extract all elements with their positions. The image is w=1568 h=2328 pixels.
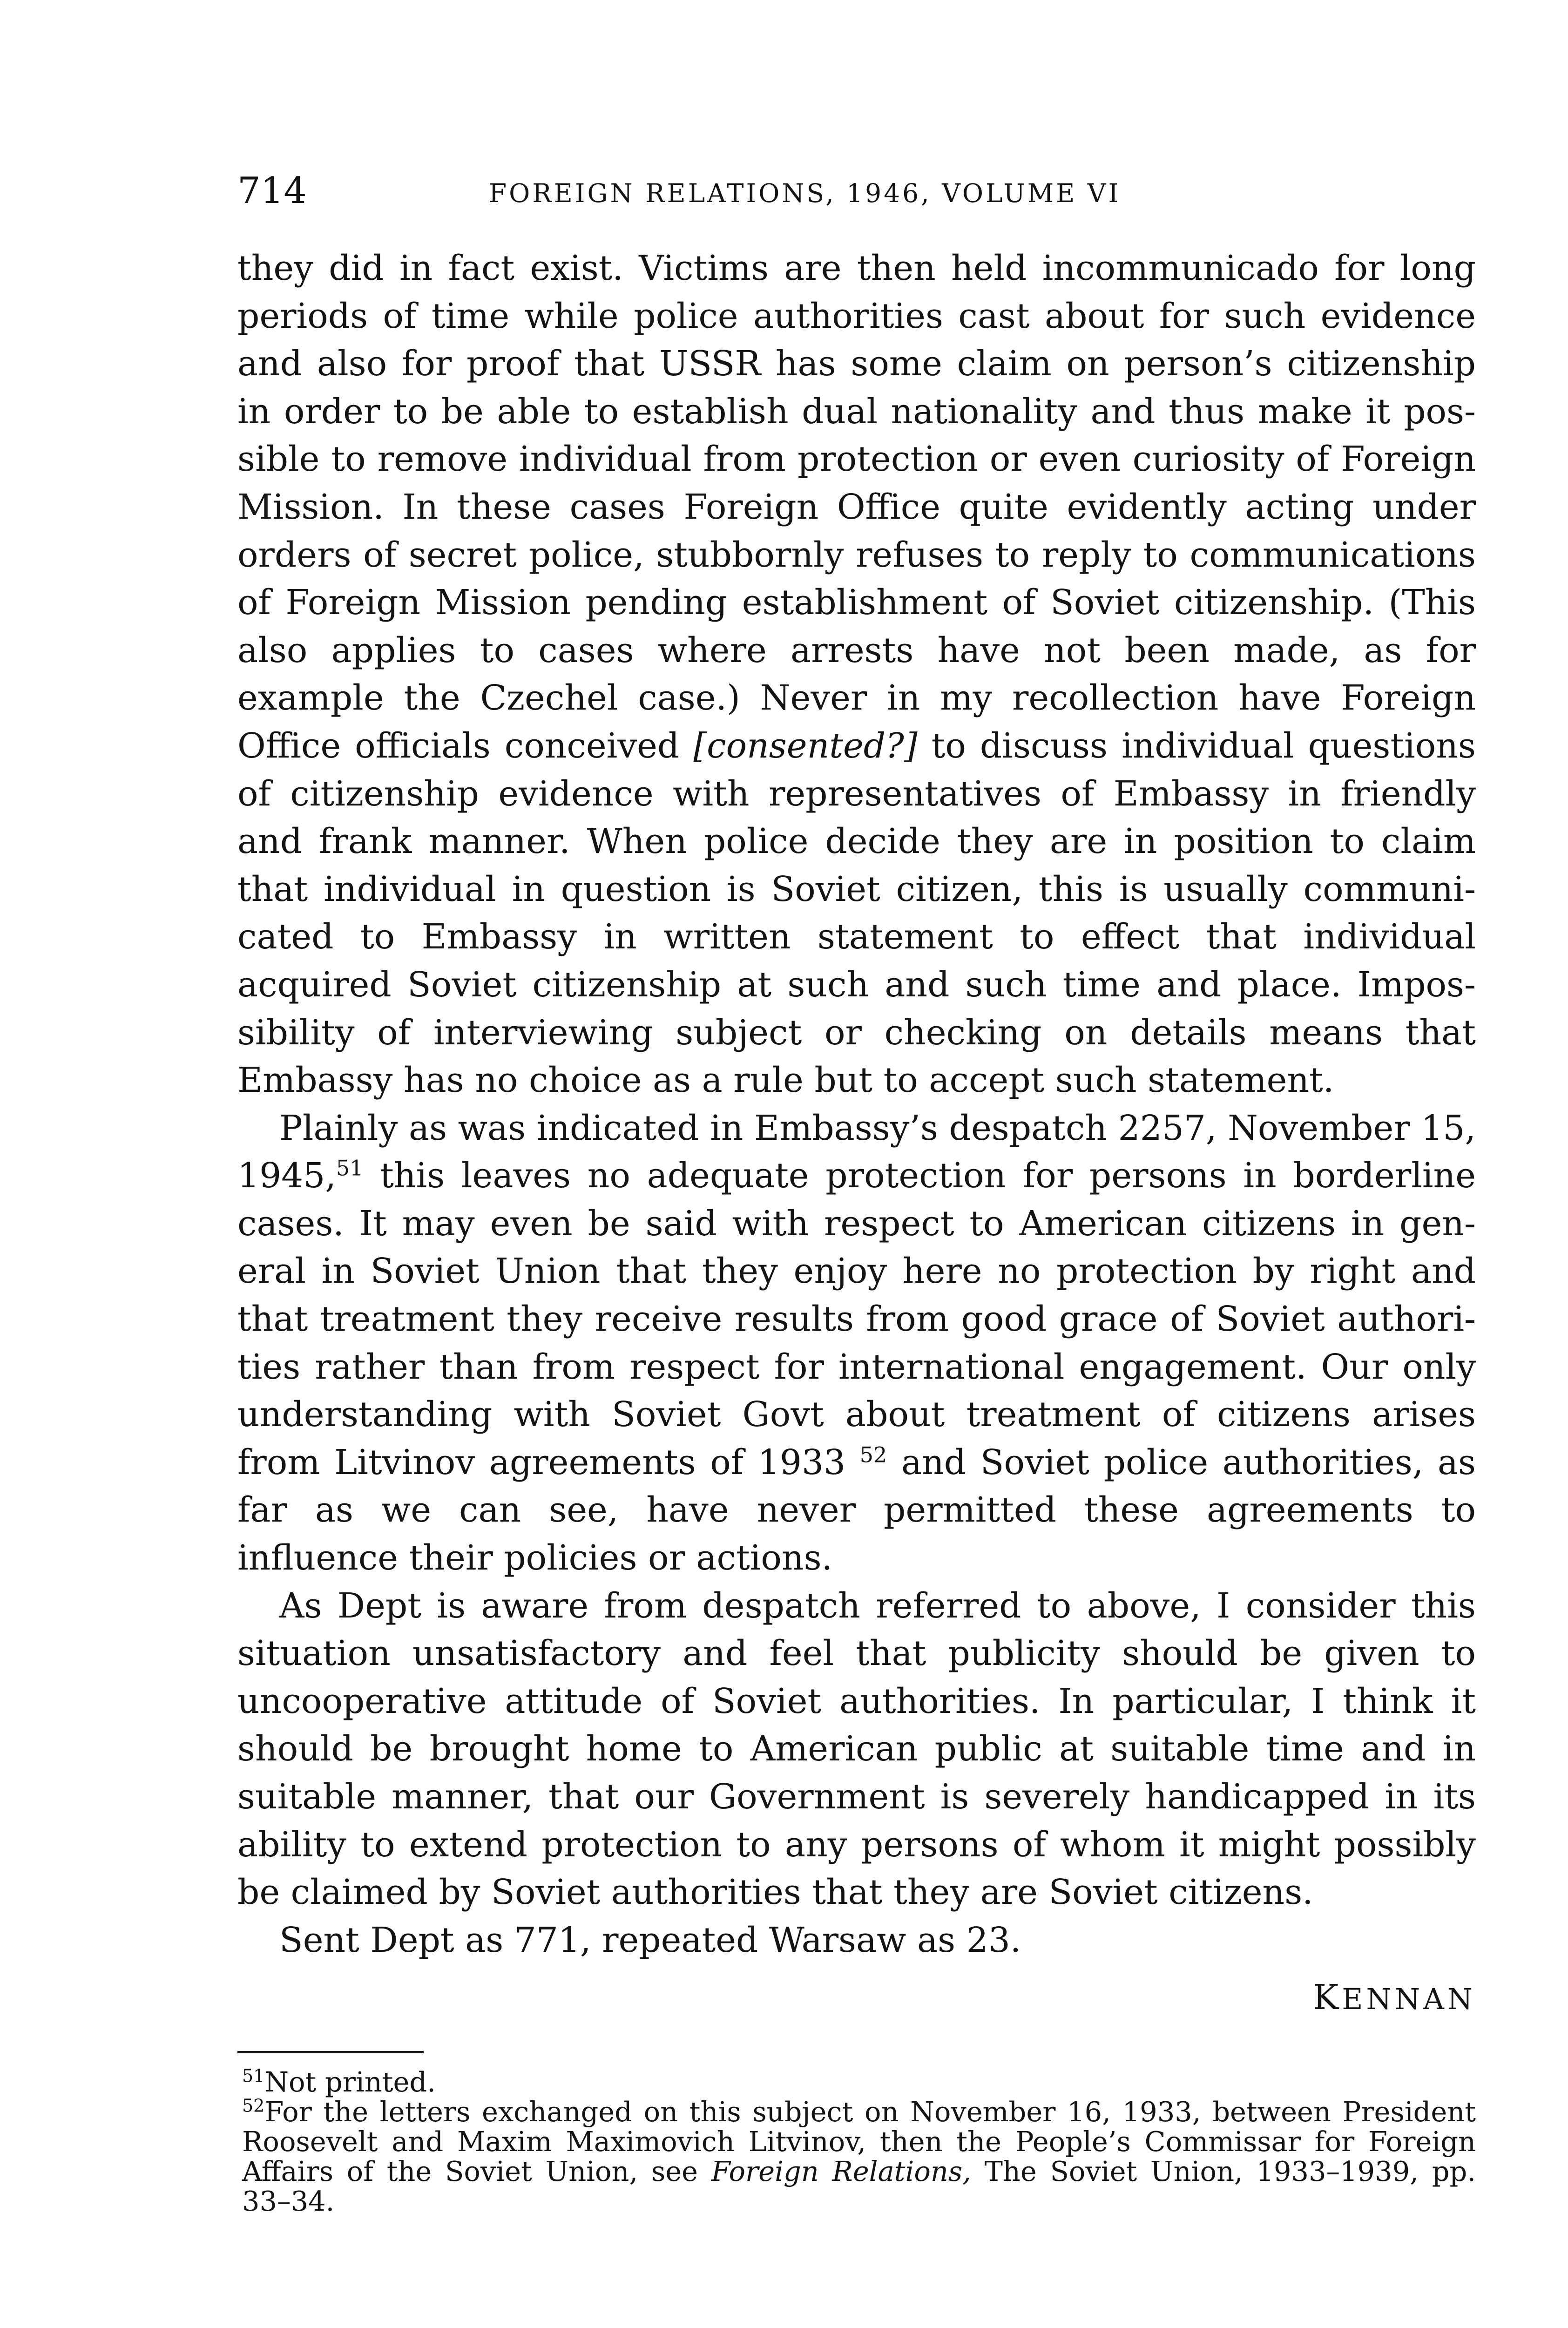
paragraph-4: Sent Dept as 771, repeated Warsaw as 23. [279,1920,1021,1960]
paragraph-1-part-b: to discuss individual questions of citizenship evidence with representatives of Embassy in friendly and frank manner. When police decide they are in position to claim that individual in question is Soviet citizen, this is usually communicated to Embassy in written statement to effect that individual acquired Soviet citizenship at such and such time and place. Impossibility of interviewing subject or checking on details means that Embassy has no choice as a rule but to accept such statement. [237,725,1476,1101]
footnote-51 [242,2067,1476,2097]
body-text [237,244,1476,2023]
footnote-divider [237,2051,424,2053]
footnote-52-part-b: The Soviet Union, 1933–1939, pp. 33–34. [242,2155,1476,2217]
footnote-52 [242,2097,1476,2216]
paragraph-2-part-a: Plainly as was indicated in Embassy’s despatch 2257, November 15, 1945, [237,1108,1476,1196]
editorial-note: [consented?] [693,725,918,766]
footnote-51-text: Not printed. [264,2066,436,2098]
paragraph-1 [237,244,1476,1104]
footnotes [242,2067,1476,2216]
footnote-52-title: Foreign Relations, [711,2155,971,2187]
signature-initial: K [1312,1977,1342,2018]
footnote-51-mark: 51 [242,2065,265,2086]
paragraph-2-part-b: this leaves no adequate protection for persons in borderline cases. It may even be said with respect to American citizens in general in Soviet Union that they enjoy here no protection by right and that treatment they receive results from good grace of Soviet authorities rather than from respect for international engagement. Our only understanding with Soviet Govt about treatment of citizens arises from Litvinov agreements of 1933 [237,1156,1476,1482]
footnote-52-mark: 52 [242,2095,265,2116]
paragraph-2-part-c: and Soviet police authorities, as far as we can see, have never permitted these agreements to influence their policies or actions. [237,1442,1476,1578]
footnote-ref-52: 52 [859,1442,887,1468]
footnote-ref-51: 51 [336,1155,364,1181]
paragraph-3: As Dept is aware from despatch referred to above, I consider this situation unsatisfactory and feel that publicity should be given to uncooperative attitude of Soviet authorities. In particular, I think it should be brought home to American public at suitable time and in suitable manner, that our Government is severely handicapped in its ability to extend protection to any persons of whom it might possibly be claimed by Soviet authorities that they are Soviet citizens. [237,1585,1476,1913]
running-title: FOREIGN RELATIONS, 1946, VOLUME VI [489,178,1121,208]
paragraph-2 [237,1104,1476,1582]
footnote-52-part-a: For the letters exchanged on this subject on November 16, 1933, between President Roosevelt and Maxim Maximovich Litvinov, then the People’s Commissar for Foreign Affairs of the Soviet Union, see [242,2096,1476,2187]
running-head [237,168,1476,214]
signature [237,1974,1476,2023]
signature-rest: ENNAN [1342,1982,1476,2017]
page-number: 714 [237,170,307,212]
paragraph-1-part-a: they did in fact exist. Victims are then held incommunicado for long periods of time while police authorities cast about for such evidence and also for proof that USSR has some claim on person’s citizenship in order to be able to establish dual nationality and thus make it possible to remove individual from protection or even curiosity of Foreign Mission. In these cases Foreign Office quite evidently acting under orders of secret police, stubbornly refuses to reply to communications of Foreign Mission pending establishment of Soviet citizenship. (This also applies to cases where arrests have not been made, as for example the Czechel case.) Never in my recollection have Foreign Office officials conceived [237,248,1476,766]
